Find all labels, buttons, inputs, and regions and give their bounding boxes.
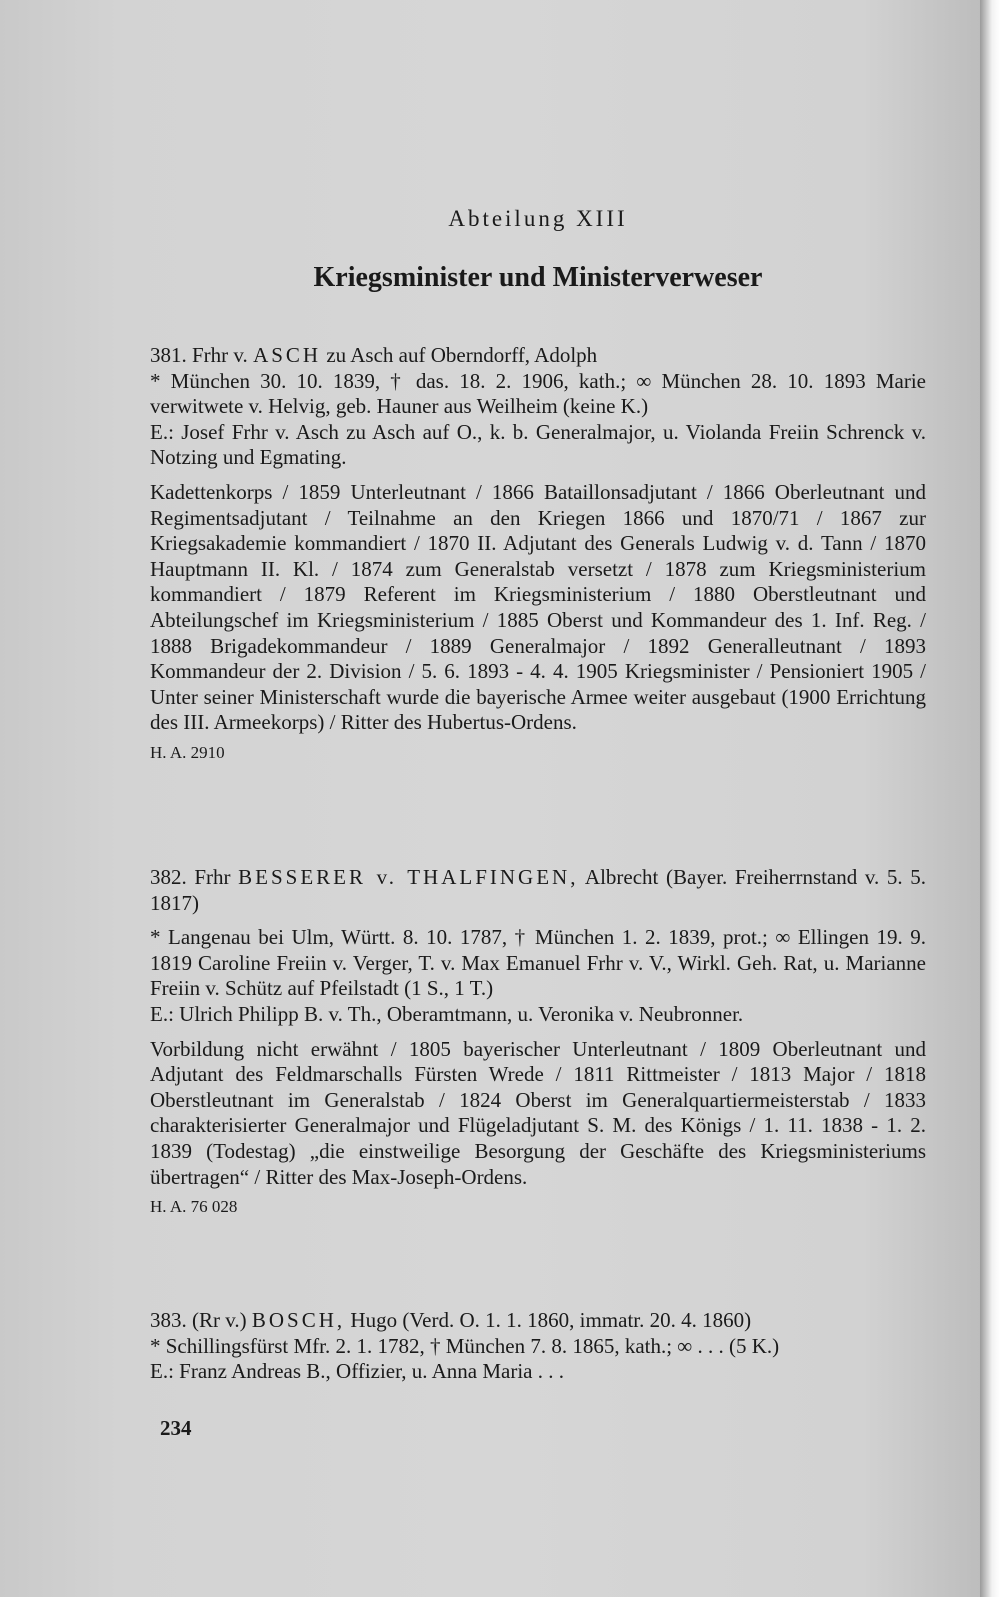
entry-heading [150, 1308, 926, 1334]
entry-heading [150, 343, 926, 369]
entry-382 [150, 865, 926, 1220]
entry-birth-marriage: * München 30. 10. 1839, † das. 18. 2. 1906, kath.; ∞ München 28. 10. 1893 Marie verwitwete v. Helvig, geb. Hauner aus Weilheim (keine K.) [150, 368, 926, 419]
entry-surname: BESSERER v. THALFINGEN, [238, 865, 579, 889]
entry-381 [150, 343, 926, 766]
chapter-title: Kriegsminister und Ministerverweser [313, 262, 763, 293]
page-edge [980, 0, 1000, 1597]
entry-number-title: 382. Frhr [150, 865, 231, 889]
entry-name-rest: zu Asch auf Oberndorff, Adolph [326, 343, 598, 367]
entry-reference: H. A. 76 028 [150, 1197, 238, 1217]
entry-383 [150, 1308, 926, 1385]
entry-number-title: 381. Frhr v. [150, 343, 248, 367]
entry-parents: E.: Franz Andreas B., Offizier, u. Anna Maria . . . [150, 1359, 565, 1384]
entry-career: Vorbildung nicht erwähnt / 1805 bayerischer Unterleutnant / 1809 Oberleutnant und Adjutant des Feldmarschalls Fürsten Wrede / 1811 Rittmeister / 1813 Major / 1818 Oberstleutnant im Generalstab / 1824 Oberst im Generalquartiermeisterstab / 1833 charakterisierter Generalmajor und Flügeladjutant S. M. des Königs / 1. 11. 1838 - 1. 2. 1839 (Todestag) „die einstweilige Besorgung der Geschäfte des Kriegsministeriums übertragen“ / Ritter des Max-Joseph-Ordens. [150, 1036, 926, 1189]
page-number: 234 [160, 1416, 192, 1440]
section-label: Abteilung XIII [448, 206, 628, 231]
entry-number-title: 383. (Rr v.) [150, 1308, 247, 1332]
entry-surname: BOSCH, [251, 1308, 346, 1332]
entry-career: Kadettenkorps / 1859 Unterleutnant / 1866 Bataillonsadjutant / 1866 Oberleutnant und Regimentsadjutant / Teilnahme an den Kriegen 1866 und 1870/71 / 1867 zur Kriegsakademie kommandiert / 1870 II. Adjutant des Generals Ludwig v. d. Tann / 1870 Hauptmann II. Kl. / 1874 zum Generalstab versetzt / 1878 zum Kriegsministerium kommandiert / 1879 Referent im Kriegsministerium / 1880 Oberstleutnant und Abteilungschef im Kriegsministerium / 1885 Oberst und Kommandeur des 1. Inf. Reg. / 1888 Brigadekommandeur / 1889 Generalmajor / 1892 Generalleutnant / 1893 Kommandeur der 2. Division / 5. 6. 1893 - 4. 4. 1905 Kriegsminister / Pensioniert 1905 / Unter seiner Ministerschaft wurde die bayerische Armee weiter ausgebaut (1900 Errichtung des III. Armeekorps) / Ritter des Hubertus-Ordens. [150, 479, 926, 735]
entry-parents: E.: Ulrich Philipp B. v. Th., Oberamtmann, u. Veronika v. Neubronner. [150, 1001, 744, 1026]
entry-reference: H. A. 2910 [150, 742, 225, 762]
entry-birth-marriage: * Schillingsfürst Mfr. 2. 1. 1782, † München 7. 8. 1865, kath.; ∞ . . . (5 K.) [150, 1333, 780, 1358]
entry-name-rest: Hugo (Verd. O. 1. 1. 1860, immatr. 20. 4. 1860) [350, 1308, 752, 1332]
entry-name-rest: Albrecht (Bayer. Freiherrnstand v. 5. 5. 1817) [150, 865, 927, 915]
entry-birth-marriage: * Langenau bei Ulm, Württ. 8. 10. 1787, † München 1. 2. 1839, prot.; ∞ Ellingen 19. 9. 1819 Caroline Freiin v. Verger, T. v. Max Emanuel Frhr v. V., Wirkl. Geh. Rat, u. Marianne Freiin v. Schütz auf Pfeilstadt (1 S., 1 T.) [150, 925, 926, 1001]
entry-surname: ASCH [253, 343, 322, 367]
entry-heading [150, 865, 926, 916]
entry-parents: E.: Josef Frhr v. Asch zu Asch auf O., k. b. Generalmajor, u. Violanda Freiin Schrenck v. Notzing und Egmating. [150, 419, 926, 470]
